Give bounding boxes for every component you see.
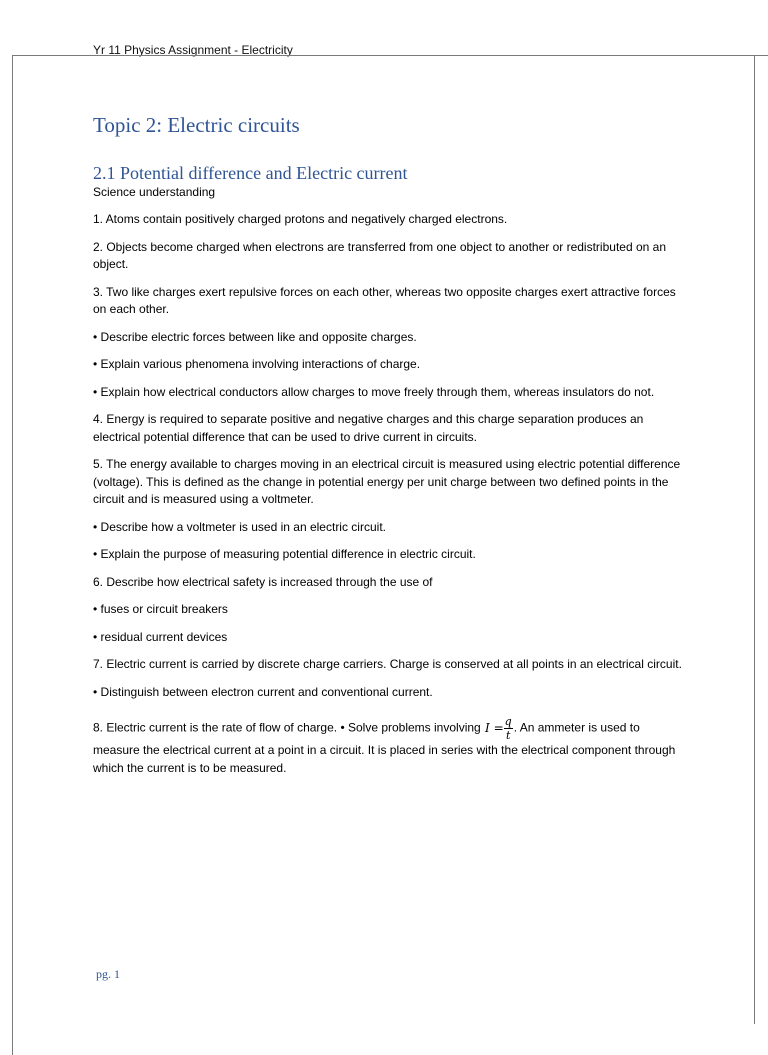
formula-numerator: q xyxy=(504,715,512,728)
paragraph-3: 3. Two like charges exert repulsive forces on each other, whereas two opposite charges exert attractive forces on each other. xyxy=(93,284,676,316)
formula-denominator: t xyxy=(505,729,511,742)
page-border-right xyxy=(754,55,755,1024)
section-title: 2.1 Potential difference and Electric current xyxy=(93,163,408,183)
bullet-fuses: • fuses or circuit breakers xyxy=(93,602,228,616)
bullet-conductors-insulators: • Explain how electrical conductors allow charges to move freely through them, whereas insulators do not. xyxy=(93,384,655,399)
paragraph-7: 7. Electric current is carried by discrete charge carriers. Charge is conserved at all points in an electrical circuit. xyxy=(93,657,682,671)
current-formula xyxy=(485,715,513,742)
document-header: Yr 11 Physics Assignment - Electricity xyxy=(93,43,293,57)
paragraph-8-before: 8. Electric current is the rate of flow of charge. • Solve problems involving xyxy=(93,720,485,735)
paragraph-5: 5. The energy available to charges moving in an electrical circuit is measured using electric potential difference (voltage). This is defined as the change in potential energy per unit charge between two defined points in the circuit and is measured using a voltmeter. xyxy=(93,457,681,506)
bullet-rcd: • residual current devices xyxy=(93,629,228,644)
paragraph-8 xyxy=(93,715,683,777)
bullet-electron-current: • Distinguish between electron current and conventional current. xyxy=(93,684,433,699)
paragraph-8-after: . An ammeter is used to measure the electrical current at a point in a circuit. It is placed in series with the electrical component through which the current is to be measured. xyxy=(93,720,676,775)
document-body xyxy=(93,110,683,787)
bullet-explain-phenomena: • Explain various phenomena involving interactions of charge. xyxy=(93,357,421,371)
formula-lhs: I = xyxy=(485,721,504,735)
subheading: Science understanding xyxy=(93,185,216,199)
bullet-voltmeter: • Describe how a voltmeter is used in an electric circuit. xyxy=(93,519,386,534)
formula-fraction xyxy=(504,715,513,742)
topic-title: Topic 2: Electric circuits xyxy=(93,113,300,137)
paragraph-1: 1. Atoms contain positively charged protons and negatively charged electrons. xyxy=(93,212,508,226)
page-number: pg. 1 xyxy=(96,967,120,981)
bullet-potential-difference: • Explain the purpose of measuring potential difference in electric circuit. xyxy=(93,547,476,561)
paragraph-4: 4. Energy is required to separate positive and negative charges and this charge separation produces an electrical potential difference that can be used to drive current in circuits. xyxy=(93,412,644,444)
paragraph-2: 2. Objects become charged when electrons are transferred from one object to another or redistributed on an object. xyxy=(93,239,666,271)
paragraph-6: 6. Describe how electrical safety is increased through the use of xyxy=(93,574,433,589)
bullet-describe-electric-forces: • Describe electric forces between like and opposite charges. xyxy=(93,329,417,344)
